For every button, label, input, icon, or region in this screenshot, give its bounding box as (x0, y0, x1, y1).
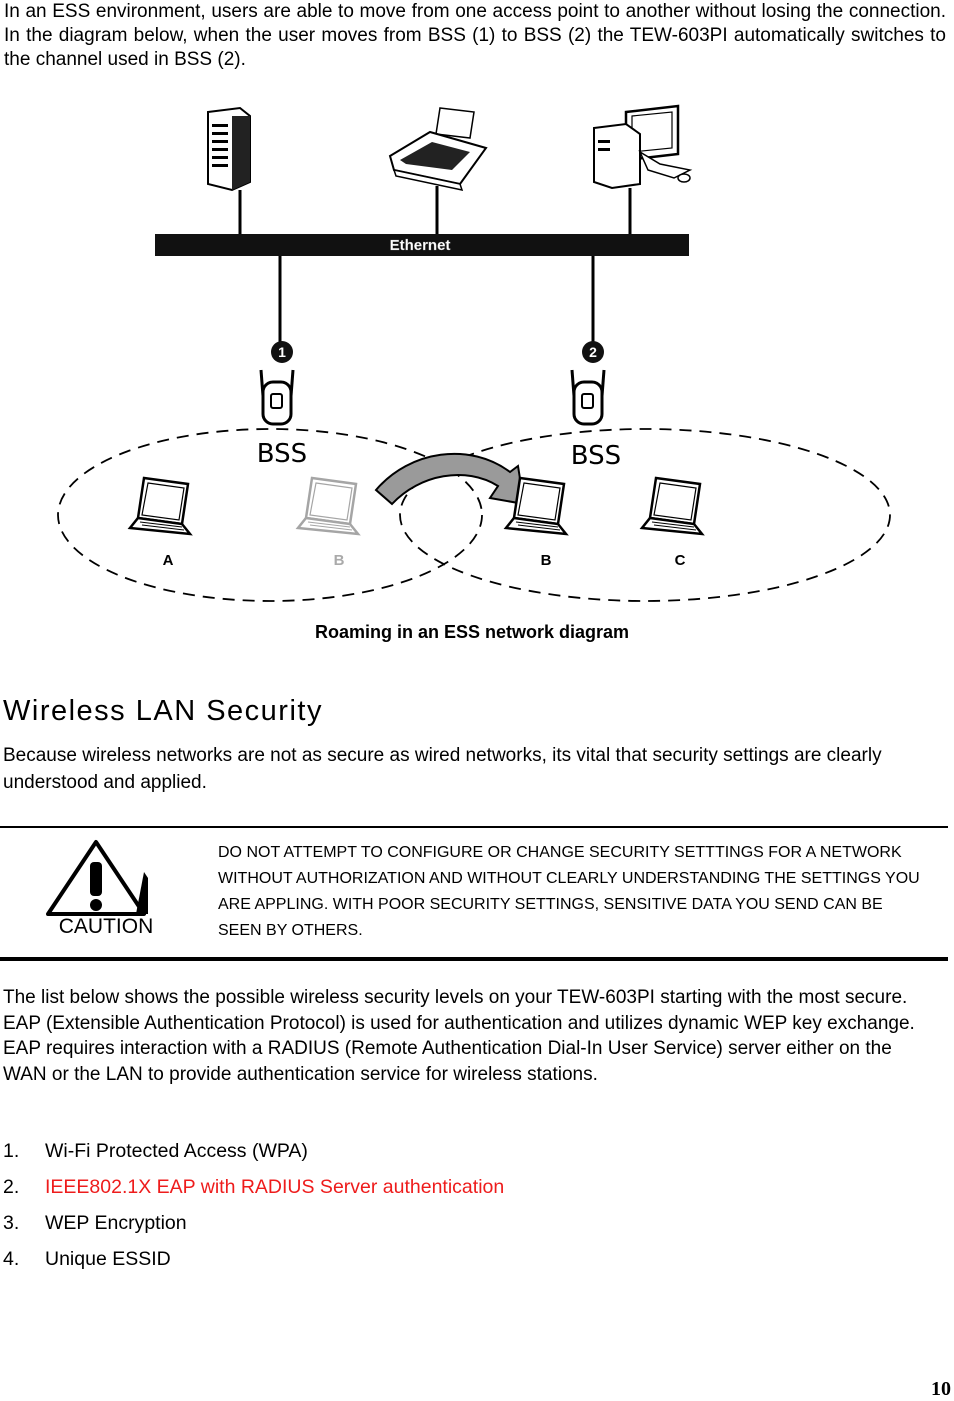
list-item-number: 4. (3, 1248, 20, 1270)
laptop-label-b: B (540, 552, 552, 569)
security-levels-list (3, 1136, 504, 1280)
section-intro: Because wireless networks are not as secure as wired networks, its vital that security settings are clearly understood and applied. (3, 745, 882, 793)
ap2-number: 2 (589, 344, 597, 360)
desktop-computer-icon (594, 106, 690, 188)
intro-paragraph: In an ESS environment, users are able to move from one access point to another without losing the connection. In the diagram below, when the user moves from BSS (1) to BSS (2) the TEW-603PI automatically switches to the channel used in BSS (2). (4, 1, 946, 70)
roaming-arrow-icon (376, 454, 524, 504)
laptop-label-a: A (162, 552, 174, 569)
list-item-text: Wi-Fi Protected Access (WPA) (45, 1140, 308, 1162)
caution-bottom-rule (0, 957, 948, 961)
roaming-diagram (0, 90, 954, 610)
list-item (3, 1244, 504, 1280)
list-item-number: 3. (3, 1212, 20, 1234)
server-icon (208, 108, 250, 190)
list-item-number: 1. (3, 1140, 20, 1162)
bss2-label: BSS (570, 441, 622, 471)
list-item-text: Unique ESSID (45, 1248, 171, 1270)
laptop-b-ghost-icon (298, 478, 358, 534)
list-item (3, 1136, 504, 1172)
caution-label: CAUTION (58, 915, 154, 938)
list-item (3, 1172, 504, 1208)
laptop-label-c: C (674, 552, 686, 569)
list-item (3, 1208, 504, 1244)
ethernet-label: Ethernet (389, 237, 451, 254)
page-number: 10 (931, 1378, 951, 1400)
caution-text: DO NOT ATTEMPT TO CONFIGURE OR CHANGE SECURITY SETTTINGS FOR A NETWORK WITHOUT AUTHORIZATION AND WITHOUT CLEARLY UNDERSTANDING THE SETTINGS YOU ARE APPLING. WITH POOR SECURITY SETTINGS, SENSITIVE DATA YOU SEND CAN BE SEEN BY OTHERS. (218, 844, 920, 939)
laptop-c-icon (642, 478, 702, 534)
bss1-label: BSS (256, 439, 308, 469)
list-item-text: IEEE802.1X EAP with RADIUS Server authentication (45, 1176, 505, 1198)
list-item-text: WEP Encryption (45, 1212, 187, 1234)
laptop-a-icon (130, 478, 190, 534)
ap1-number: 1 (278, 344, 286, 360)
list-item-number: 2. (3, 1176, 20, 1198)
security-list-intro: The list below shows the possible wireless security levels on your TEW-603PI starting with the most secure. EAP (Extensible Authentication Protocol) is used for authentication and utilizes dynamic WEP key exchange. EAP requires interaction with a RADIUS (Remote Authentication Dial-In User Service) server either on the WAN or the LAN to provide authentication service for wireless stations. (3, 987, 915, 1085)
access-point-2-icon (572, 370, 604, 424)
caution-top-rule (0, 826, 948, 828)
access-point-1-icon (261, 370, 293, 424)
laptop-label-b-ghost: B (333, 552, 345, 569)
caution-icon (44, 838, 168, 938)
printer-icon (390, 108, 486, 190)
section-title: Wireless LAN Security (3, 695, 323, 727)
diagram-caption: Roaming in an ESS network diagram (314, 622, 630, 642)
